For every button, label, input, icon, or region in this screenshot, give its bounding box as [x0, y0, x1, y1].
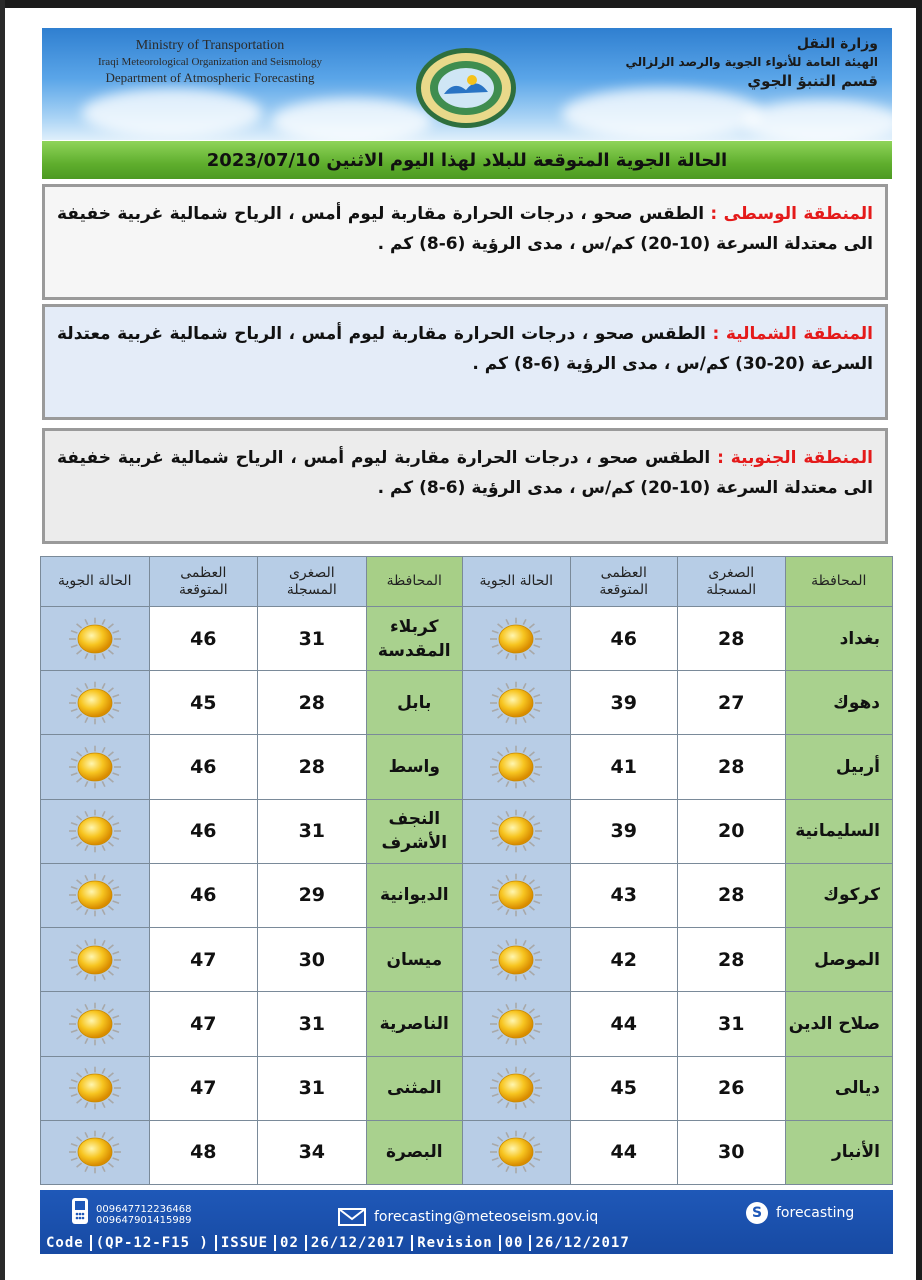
- weather-cell: [41, 992, 150, 1056]
- min-temp-cell: 31: [258, 1056, 367, 1120]
- sunny-icon: [488, 1124, 544, 1180]
- header-max: [570, 557, 678, 607]
- ministry-name-ar: وزارة النقل: [796, 36, 878, 52]
- table-row: [41, 1120, 893, 1184]
- sunny-icon: [67, 1124, 123, 1180]
- max-temp-cell: 45: [570, 1056, 678, 1120]
- header-max-line2: المتوقعة: [178, 581, 228, 598]
- weather-cell: [463, 735, 571, 799]
- department-name-ar: قسم التنبؤ الجوي: [747, 72, 878, 90]
- sunny-icon: [488, 996, 544, 1052]
- ministry-name-en: Ministry of Transportation: [135, 38, 285, 53]
- page-title: [42, 141, 892, 179]
- governorate-cell: الأنبار: [785, 1120, 893, 1184]
- department-name-en: Department of Atmospheric Forecasting: [105, 70, 315, 85]
- envelope-icon: [338, 1208, 366, 1226]
- weather-cell: [463, 799, 571, 863]
- min-temp-cell: 28: [258, 671, 367, 735]
- sunny-icon: [488, 867, 544, 923]
- revision-date: 26/12/2017: [535, 1235, 630, 1251]
- min-temp-cell: 30: [258, 928, 367, 992]
- governorate-cell: ديالى: [785, 1056, 893, 1120]
- max-temp-cell: 41: [570, 735, 678, 799]
- min-temp-cell: 28: [678, 607, 786, 671]
- header-weather: الحالة الجوية: [41, 557, 150, 607]
- governorate-cell: السليمانية: [785, 799, 893, 863]
- table-row: [41, 735, 893, 799]
- region-north: [42, 304, 888, 420]
- weather-cell: [463, 928, 571, 992]
- skype-name[interactable]: forecasting: [776, 1205, 855, 1221]
- header-min: [258, 557, 367, 607]
- header-arabic: [618, 36, 878, 90]
- weather-cell: [41, 1120, 150, 1184]
- header-min: [678, 557, 786, 607]
- governorate-cell: بغداد: [785, 607, 893, 671]
- governorate-cell: البصرة: [366, 1120, 462, 1184]
- skype-contact[interactable]: [746, 1202, 854, 1224]
- max-temp-cell: 48: [149, 1120, 258, 1184]
- region-text: الطقس صحو ، درجات الحرارة مقاربة ليوم أمس ، الرياح شمالية غربية معتدلة السرعة (20-30) كم/س ، مدى الرؤية (6-8) كم .: [57, 324, 873, 374]
- region-south: [42, 428, 888, 544]
- min-temp-cell: 28: [678, 735, 786, 799]
- max-temp-cell: 46: [149, 863, 258, 927]
- revision-number: 00: [505, 1235, 532, 1251]
- cloud-decoration: [742, 100, 892, 140]
- issue-label: ISSUE: [221, 1235, 276, 1251]
- min-temp-cell: 28: [678, 928, 786, 992]
- top-border: [0, 0, 922, 8]
- max-temp-cell: 44: [570, 992, 678, 1056]
- sunny-icon: [67, 932, 123, 988]
- title-text: الحالة الجوية المتوقعة للبلاد لهذا اليوم الاثنين: [326, 149, 728, 171]
- footer: [40, 1190, 893, 1254]
- header-min-line1: الصغرى: [708, 564, 755, 581]
- sunny-icon: [488, 675, 544, 731]
- region-name: المنطقة الوسطى :: [710, 204, 873, 224]
- phone-number[interactable]: 009647901415989: [96, 1215, 192, 1226]
- table-row: [41, 928, 893, 992]
- sunny-icon: [67, 675, 123, 731]
- cloud-decoration: [272, 98, 432, 140]
- header-max: [149, 557, 258, 607]
- sunny-icon: [488, 611, 544, 667]
- skype-icon: S: [746, 1202, 768, 1224]
- forecast-table: [40, 556, 893, 1185]
- email-address[interactable]: forecasting@meteoseism.gov.iq: [374, 1209, 599, 1225]
- header-max-line2: المتوقعة: [599, 581, 649, 598]
- cloud-decoration: [562, 88, 762, 140]
- header-min-line2: المسجلة: [706, 581, 757, 598]
- sunny-icon: [488, 1060, 544, 1116]
- weather-cell: [41, 607, 150, 671]
- min-temp-cell: 28: [678, 863, 786, 927]
- min-temp-cell: 27: [678, 671, 786, 735]
- min-temp-cell: 31: [678, 992, 786, 1056]
- code-value: (QP-12-F15 ): [96, 1235, 217, 1251]
- table-row: [41, 1056, 893, 1120]
- table-header-row: [41, 557, 893, 607]
- weather-cell: [463, 863, 571, 927]
- email-contact[interactable]: [338, 1208, 598, 1226]
- weather-cell: [41, 863, 150, 927]
- table-row: [41, 607, 893, 671]
- table-row: [41, 863, 893, 927]
- min-temp-cell: 31: [258, 607, 367, 671]
- sunny-icon: [67, 611, 123, 667]
- weather-cell: [41, 928, 150, 992]
- min-temp-cell: 26: [678, 1056, 786, 1120]
- header-weather: الحالة الجوية: [463, 557, 571, 607]
- organization-name-ar: الهيئة العامة للأنواء الجوية والرصد الزلزالي: [625, 55, 878, 69]
- phone-icon: [70, 1196, 90, 1226]
- min-temp-cell: 31: [258, 992, 367, 1056]
- governorate-cell: الديوانية: [366, 863, 462, 927]
- code-label: Code: [46, 1235, 92, 1251]
- sunny-icon: [67, 996, 123, 1052]
- min-temp-cell: 31: [258, 799, 367, 863]
- governorate-cell: كركوك: [785, 863, 893, 927]
- max-temp-cell: 47: [149, 1056, 258, 1120]
- right-border: [916, 0, 922, 1280]
- min-temp-cell: 28: [258, 735, 367, 799]
- organization-name-en: Iraqi Meteorological Organization and Seismology: [97, 56, 323, 68]
- sunny-icon: [488, 932, 544, 988]
- weather-cell: [41, 799, 150, 863]
- weather-cell: [463, 992, 571, 1056]
- header-banner: [42, 28, 892, 140]
- region-text: الطقس صحو ، درجات الحرارة مقاربة ليوم أمس ، الرياح شمالية غربية خفيفة الى معتدلة السرعة (10-20) كم/س ، مدى الرؤية (6-8) كم .: [57, 204, 873, 254]
- max-temp-cell: 43: [570, 863, 678, 927]
- header-governorate: المحافظة: [366, 557, 462, 607]
- governorate-cell: صلاح الدين: [785, 992, 893, 1056]
- sunny-icon: [488, 803, 544, 859]
- governorate-cell: كربلاء المقدسة: [366, 607, 462, 671]
- max-temp-cell: 39: [570, 671, 678, 735]
- header-min-line2: المسجلة: [286, 581, 337, 598]
- max-temp-cell: 46: [570, 607, 678, 671]
- sunny-icon: [488, 739, 544, 795]
- weather-cell: [463, 607, 571, 671]
- phone-numbers: [96, 1204, 191, 1226]
- sunny-icon: [67, 739, 123, 795]
- header-english: [60, 38, 360, 86]
- weather-cell: [41, 671, 150, 735]
- header-max-line1: العظمى: [180, 564, 227, 581]
- sunny-icon: [67, 803, 123, 859]
- left-border: [0, 0, 5, 1280]
- header-min-line1: الصغرى: [288, 564, 335, 581]
- organization-logo-icon: [414, 46, 518, 130]
- revision-label: Revision: [417, 1235, 500, 1251]
- table-row: [41, 671, 893, 735]
- table-row: [41, 992, 893, 1056]
- governorate-cell: النجف الأشرف: [366, 799, 462, 863]
- region-central: [42, 184, 888, 300]
- max-temp-cell: 47: [149, 928, 258, 992]
- max-temp-cell: 44: [570, 1120, 678, 1184]
- governorate-cell: المثنى: [366, 1056, 462, 1120]
- min-temp-cell: 29: [258, 863, 367, 927]
- weather-cell: [463, 1056, 571, 1120]
- issue-date: 26/12/2017: [311, 1235, 413, 1251]
- title-date: 2023/07/10: [206, 149, 321, 171]
- max-temp-cell: 39: [570, 799, 678, 863]
- governorate-cell: واسط: [366, 735, 462, 799]
- region-name: المنطقة الشمالية :: [712, 324, 873, 344]
- issue-number: 02: [280, 1235, 307, 1251]
- region-name: المنطقة الجنوبية :: [717, 448, 874, 468]
- governorate-cell: بابل: [366, 671, 462, 735]
- cloud-decoration: [82, 88, 262, 138]
- sunny-icon: [67, 867, 123, 923]
- header-governorate: المحافظة: [785, 557, 893, 607]
- weather-cell: [41, 1056, 150, 1120]
- governorate-cell: دهوك: [785, 671, 893, 735]
- min-temp-cell: 30: [678, 1120, 786, 1184]
- min-temp-cell: 34: [258, 1120, 367, 1184]
- region-text: الطقس صحو ، درجات الحرارة مقاربة ليوم أمس ، الرياح شمالية غربية خفيفة الى معتدلة السرعة (10-20) كم/س ، مدى الرؤية (6-8) كم .: [57, 448, 873, 498]
- header-max-line1: العظمى: [600, 564, 647, 581]
- governorate-cell: أربيل: [785, 735, 893, 799]
- document-code-bar: [40, 1232, 893, 1254]
- weather-cell: [463, 1120, 571, 1184]
- governorate-cell: الموصل: [785, 928, 893, 992]
- max-temp-cell: 47: [149, 992, 258, 1056]
- weather-cell: [41, 735, 150, 799]
- max-temp-cell: 42: [570, 928, 678, 992]
- governorate-cell: الناصرية: [366, 992, 462, 1056]
- weather-cell: [463, 671, 571, 735]
- min-temp-cell: 20: [678, 799, 786, 863]
- table-row: [41, 799, 893, 863]
- max-temp-cell: 45: [149, 671, 258, 735]
- governorate-cell: ميسان: [366, 928, 462, 992]
- phone-number[interactable]: 009647712236468: [96, 1204, 192, 1215]
- max-temp-cell: 46: [149, 607, 258, 671]
- max-temp-cell: 46: [149, 799, 258, 863]
- sunny-icon: [67, 1060, 123, 1116]
- max-temp-cell: 46: [149, 735, 258, 799]
